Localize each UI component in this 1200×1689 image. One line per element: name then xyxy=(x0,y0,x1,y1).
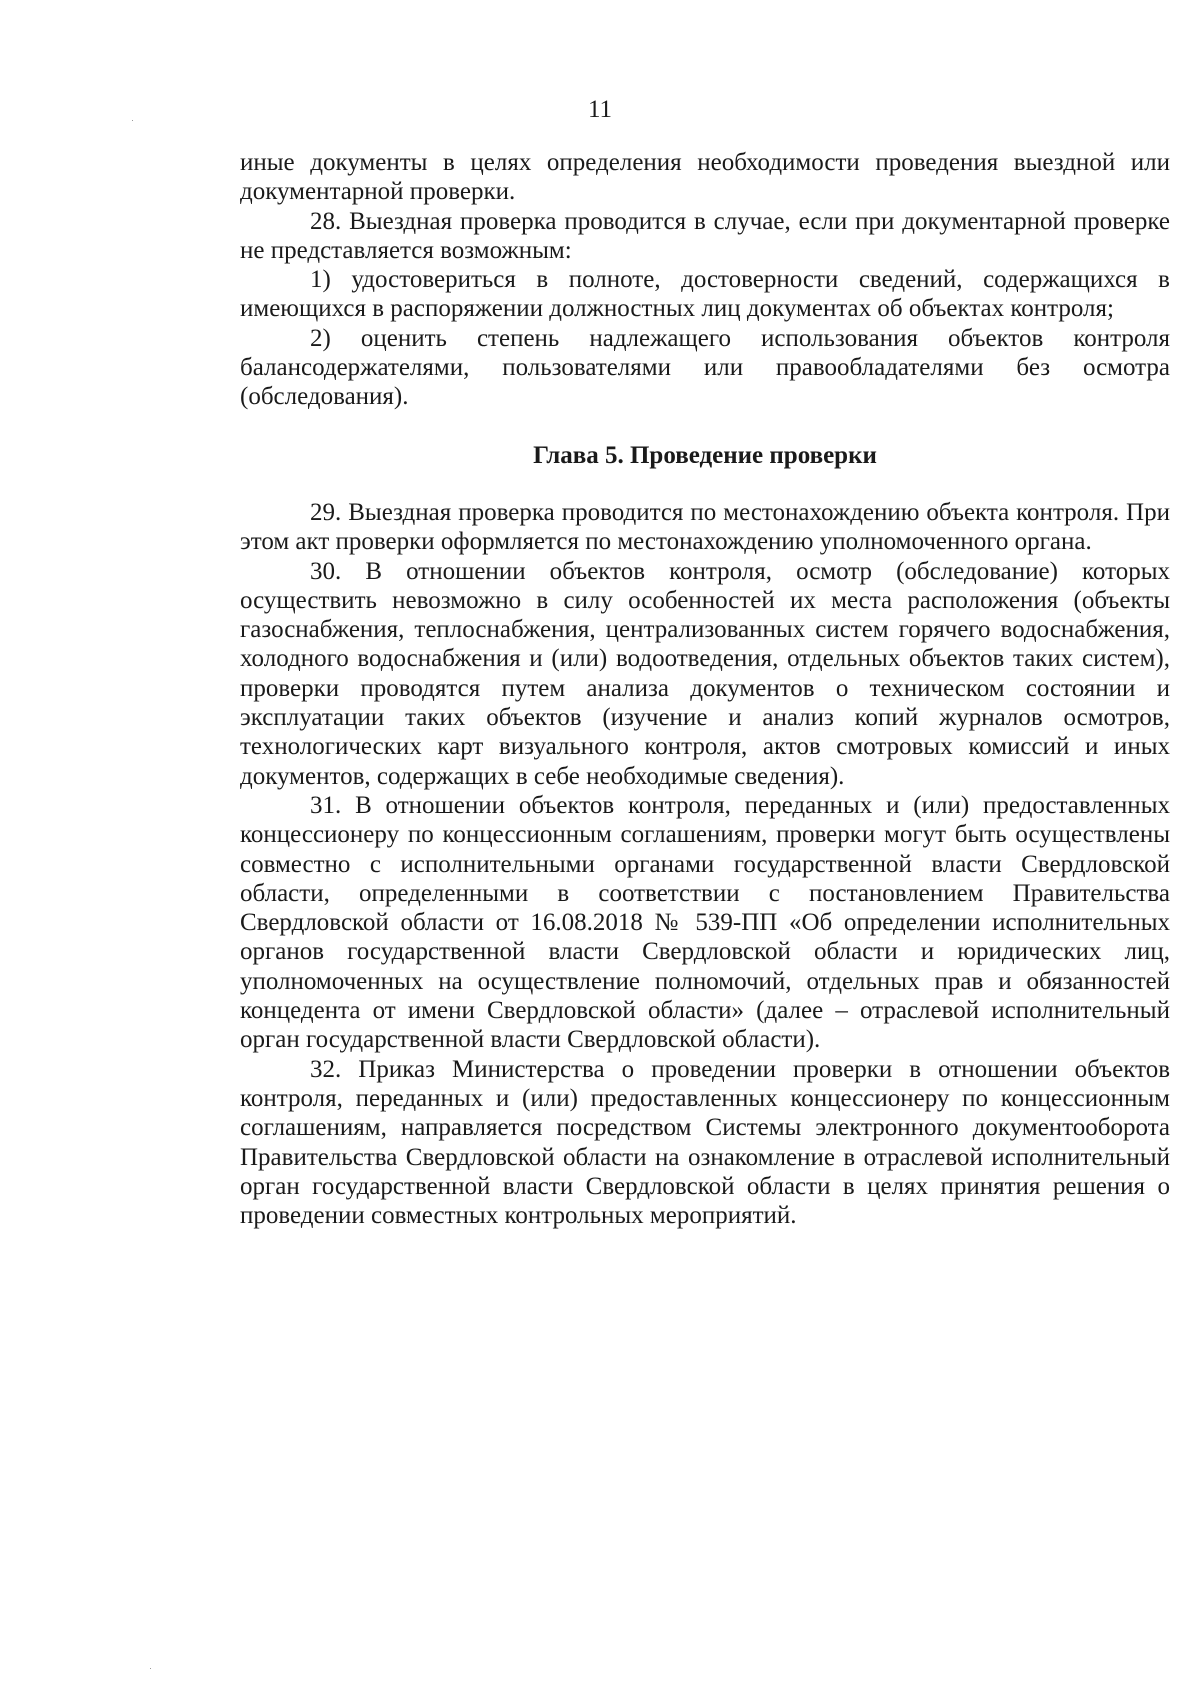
paragraph-29: 29. Выездная проверка проводится по местонахождению объекта контроля. При этом акт проверки оформляется по местонахождению уполномоченного органа. xyxy=(240,498,1170,556)
chapter-heading: Глава 5. Проведение проверки xyxy=(533,441,877,469)
list-item-1: 1) удостовериться в полноте, достоверности сведений, содержащихся в имеющихся в распоряжении должностных лиц документах об объектах контроля; xyxy=(240,266,1170,323)
document-body xyxy=(240,148,1170,1230)
page-number: 11 xyxy=(587,96,613,123)
paragraph-30: 30. В отношении объектов контроля, осмотр (обследование) которых осуществить невозможно в силу особенностей их места расположения (объекты газоснабжения, теплоснабжения, централизованных систем горячего водоснабжения, холодного водоснабжения и (или) водоотведения, отдельных объектов таких систем), проверки проводятся путем анализа документов о техническом состоянии и эксплуатации таких объектов (изучение и анализ копий журналов осмотров, технологических карт визуального контроля, актов смотровых комиссий и иных документов, содержащих в себе необходимые сведения). xyxy=(240,557,1170,790)
paragraph-31: 31. В отношении объектов контроля, переданных и (или) предоставленных концессионеру по концессионным соглашениям, проверки могут быть осуществлены совместно с исполнительными органами государственной власти Свердловской области, определенными в соответствии с постановлением Правительства Свердловской области от 16.08.2018 № 539-ПП «Об определении исполнительных органов государственной власти Свердловской области и юридических лиц, уполномоченных на осуществление полномочий, отдельных прав и обязанностей концедента от имени Свердловской области» (далее – отраслевой исполнительный орган государственной власти Свердловской области). xyxy=(240,791,1170,1054)
paragraph-28: 28. Выездная проверка проводится в случае, если при документарной проверке не представляется возможным: xyxy=(240,207,1170,264)
paragraph-continuation: иные документы в целях определения необходимости проведения выездной или документарной проверки. xyxy=(240,149,1170,206)
list-item-2: 2) оценить степень надлежащего использования объектов контроля балансодержателями, пользователями или правообладателями без осмотра (обследования). xyxy=(240,324,1170,411)
paragraph-32: 32. Приказ Министерства о проведении проверки в отношении объектов контроля, переданных и (или) предоставленных концессионеру по концессионным соглашениям, направляется посредством Системы электронного документооборота Правительства Свердловской области на ознакомление в отраслевой исполнительный орган государственной власти Свердловской области в целях принятия решения о проведении совместных контрольных мероприятий. xyxy=(240,1055,1170,1230)
scan-speck xyxy=(150,1668,151,1669)
